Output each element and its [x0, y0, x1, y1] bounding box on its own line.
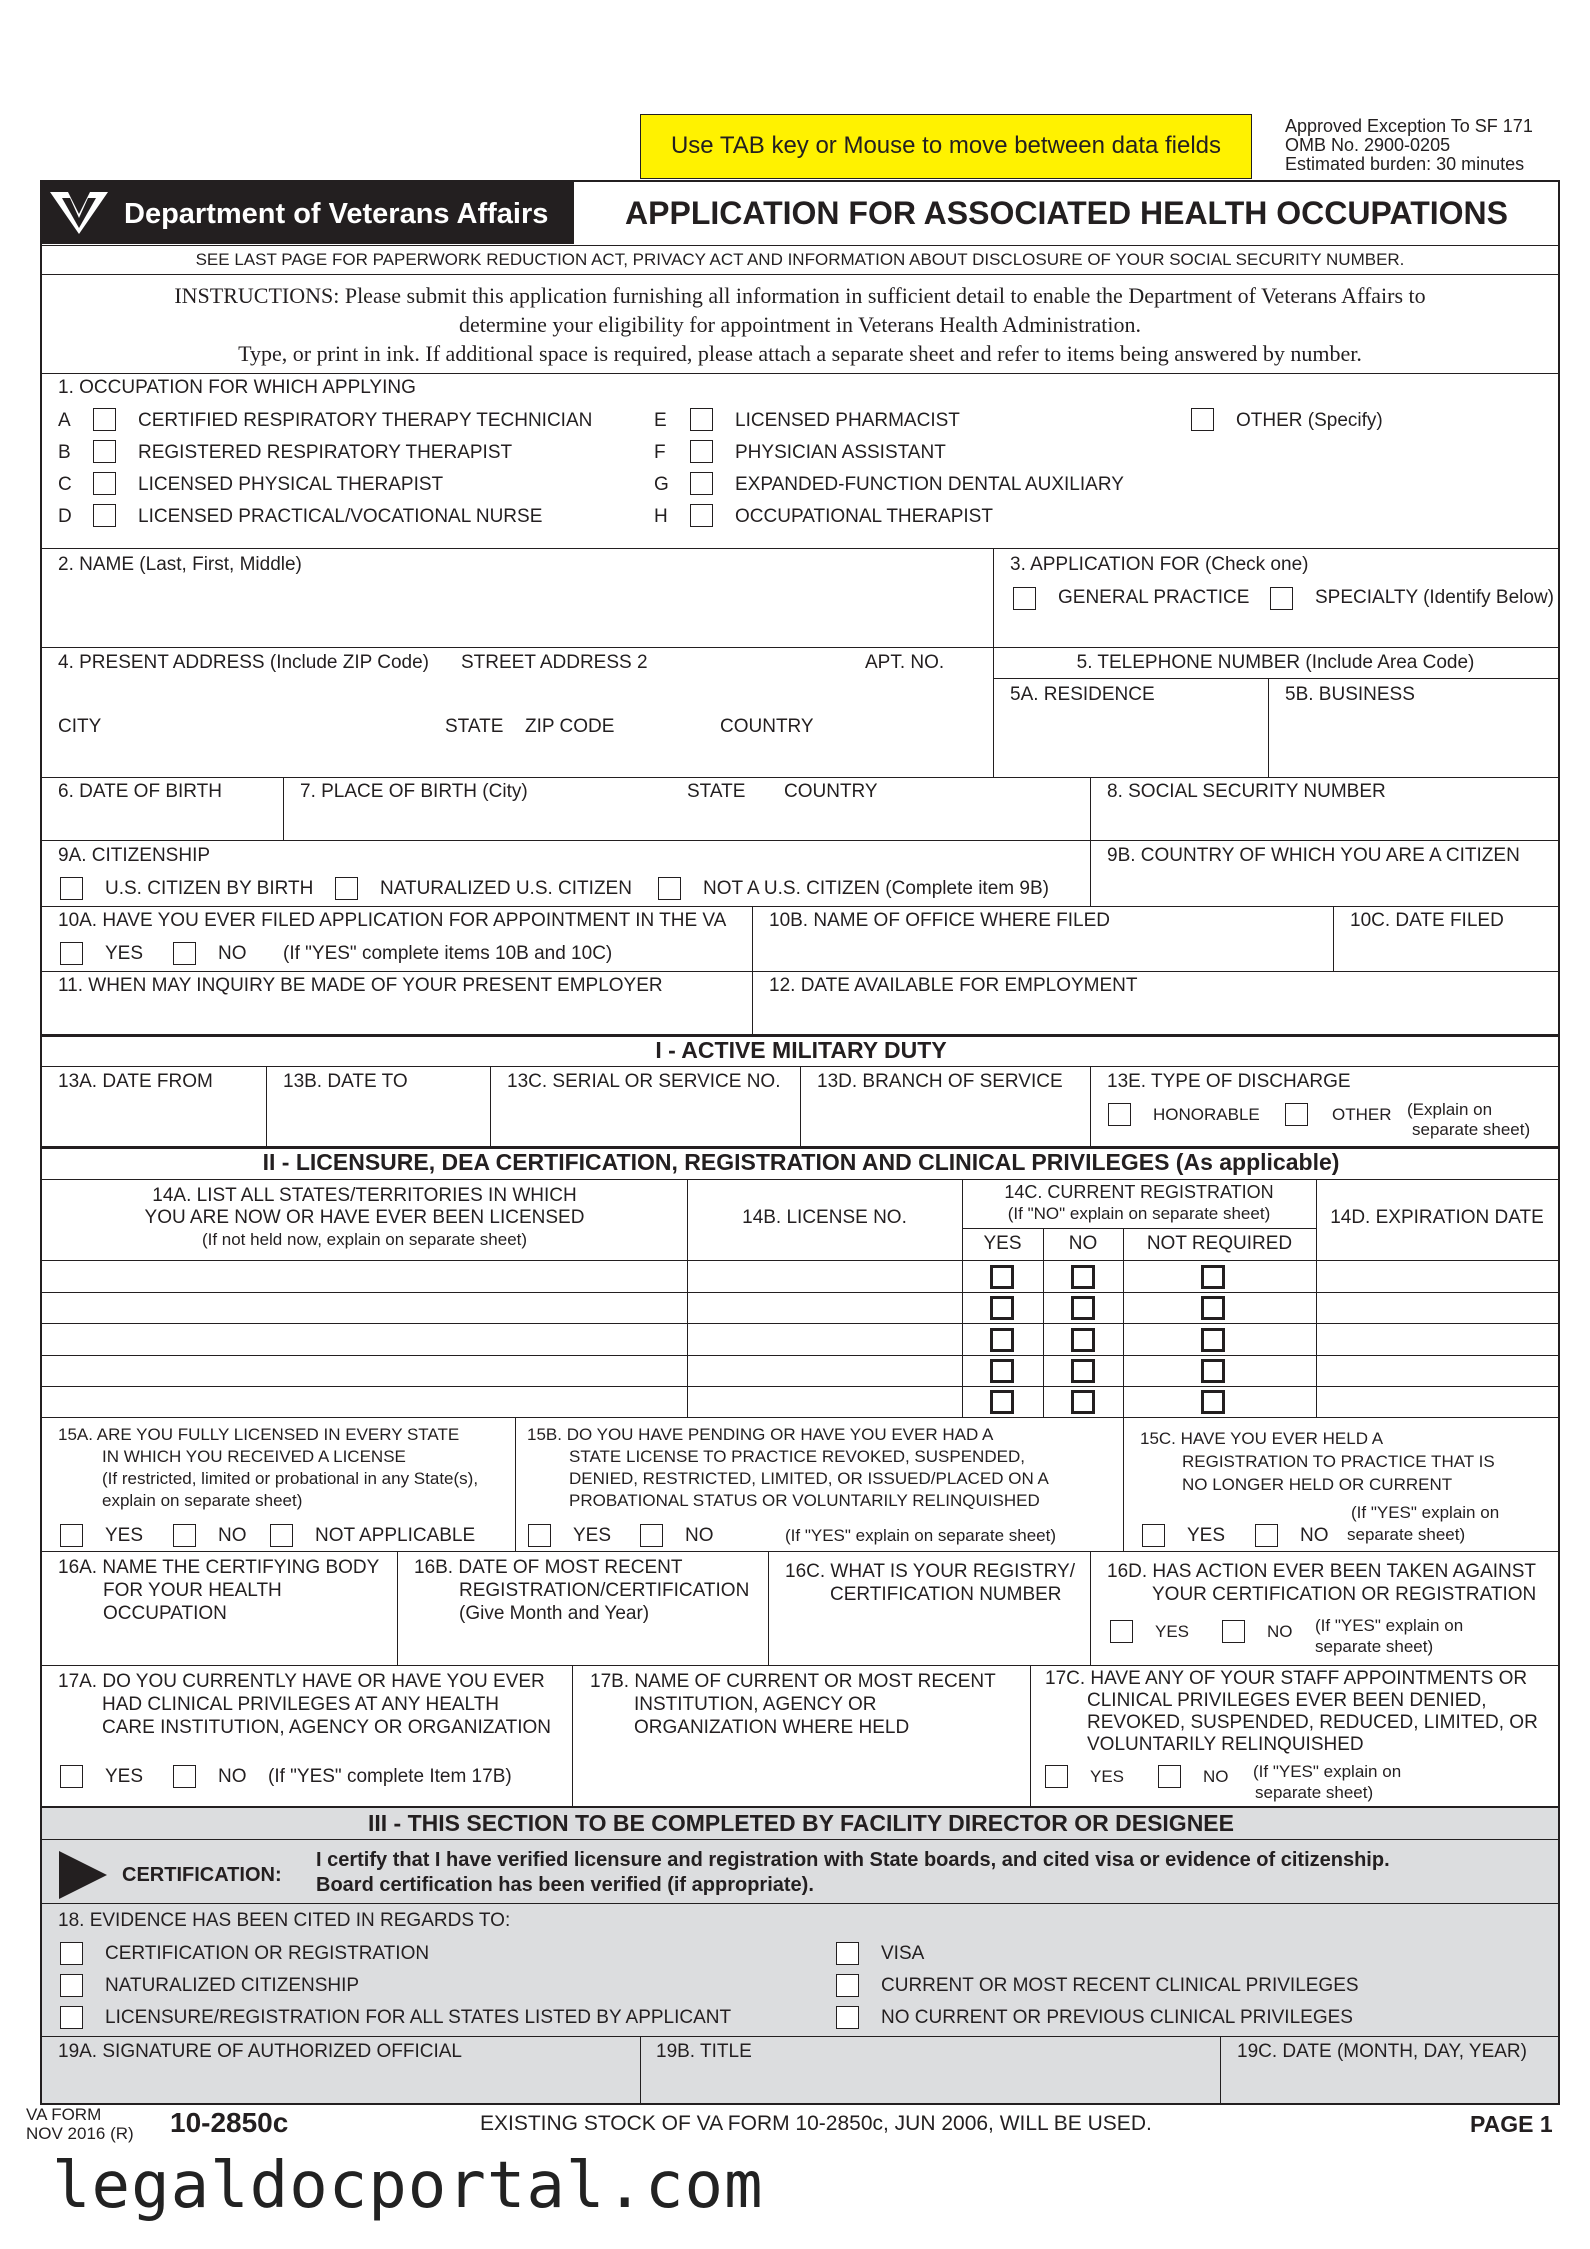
license-row5-notreq-checkbox[interactable] — [1201, 1390, 1225, 1414]
evidence-cert-reg-checkbox[interactable] — [60, 1942, 83, 1965]
occ-other-checkbox[interactable] — [1191, 408, 1214, 431]
q15b-no-label: NO — [685, 1525, 714, 1546]
license-row1-yes-checkbox[interactable] — [990, 1265, 1014, 1289]
evidence-cert-reg-label: CERTIFICATION OR REGISTRATION — [105, 1943, 430, 1964]
q17a-no-checkbox[interactable] — [173, 1765, 196, 1788]
license-row4-yes-checkbox[interactable] — [990, 1359, 1014, 1383]
q13e-label: 13E. TYPE OF DISCHARGE — [1107, 1071, 1351, 1092]
discharge-other-checkbox[interactable] — [1285, 1103, 1308, 1126]
q15c-label: 15C. HAVE YOU EVER HELD A REGISTRATION TO PRACTICE THAT IS NO LONGER HELD OR CURRENT — [1140, 1429, 1495, 1494]
license-row3-no-checkbox[interactable] — [1071, 1328, 1095, 1352]
q14d-label: 14D. EXPIRATION DATE — [1330, 1207, 1544, 1228]
q10b-label: 10B. NAME OF OFFICE WHERE FILED — [769, 910, 1110, 931]
agency-banner — [42, 182, 574, 244]
q12-label: 12. DATE AVAILABLE FOR EMPLOYMENT — [769, 975, 1138, 996]
q10a-label: 10A. HAVE YOU EVER FILED APPLICATION FOR APPOINTMENT IN THE VA — [58, 910, 727, 931]
q19a-label: 19A. SIGNATURE OF AUTHORIZED OFFICIAL — [58, 2041, 462, 2062]
q17c-no-checkbox[interactable] — [1158, 1765, 1181, 1788]
q13a-label: 13A. DATE FROM — [58, 1071, 213, 1092]
q15c-note: (If "YES" explain on separate sheet) — [1347, 1503, 1500, 1544]
license-row3-notreq-checkbox[interactable] — [1201, 1328, 1225, 1352]
occ-b-label: REGISTERED RESPIRATORY THERAPIST — [138, 442, 513, 463]
q17a-yes-checkbox[interactable] — [60, 1765, 83, 1788]
arrow-right-icon — [57, 1849, 109, 1901]
occ-e-checkbox[interactable] — [690, 408, 713, 431]
q15c-yes-label: YES — [1187, 1525, 1226, 1546]
not-citizen-checkbox[interactable] — [658, 877, 681, 900]
q16d-yes-checkbox[interactable] — [1110, 1620, 1133, 1643]
privacy-note: SEE LAST PAGE FOR PAPERWORK REDUCTION ACT, PRIVACY ACT AND INFORMATION ABOUT DISCLOSURE OF YOUR SOCIAL SECURITY NUMBER. — [195, 250, 1405, 269]
q16d-no-label: NO — [1267, 1622, 1293, 1641]
occ-e-label: LICENSED PHARMACIST — [735, 410, 960, 431]
license-row2-yes-checkbox[interactable] — [990, 1296, 1014, 1320]
occ-a-label: CERTIFIED RESPIRATORY THERAPY TECHNICIAN — [138, 410, 593, 431]
q19b-label: 19B. TITLE — [656, 2041, 752, 2062]
va-seal-icon — [48, 188, 110, 238]
general-practice-checkbox[interactable] — [1013, 587, 1036, 610]
form-title: APPLICATION FOR ASSOCIATED HEALTH OCCUPATIONS — [625, 195, 1508, 231]
existing-stock-note: EXISTING STOCK OF VA FORM 10-2850c, JUN 2006, WILL BE USED. — [480, 2112, 1152, 2135]
q17a-yes-label: YES — [105, 1766, 144, 1787]
city-label: CITY — [58, 716, 102, 737]
discharge-other-label: OTHER — [1332, 1105, 1392, 1124]
q14c-yes-header: YES — [983, 1233, 1022, 1254]
citizen-birth-checkbox[interactable] — [60, 877, 83, 900]
q10c-label: 10C. DATE FILED — [1350, 910, 1504, 931]
zip-label: ZIP CODE — [525, 716, 615, 737]
occ-f-checkbox[interactable] — [690, 440, 713, 463]
q15c-yes-checkbox[interactable] — [1142, 1524, 1165, 1547]
q13c-label: 13C. SERIAL OR SERVICE NO. — [507, 1071, 781, 1092]
q15a-label: 15A. ARE YOU FULLY LICENSED IN EVERY STATE IN WHICH YOU RECEIVED A LICENSE (If restricted, limited or probational in any State(s), explain on separate sheet) — [58, 1425, 479, 1510]
evidence-visa-checkbox[interactable] — [836, 1942, 859, 1965]
q9a-label: 9A. CITIZENSHIP — [58, 845, 211, 866]
q17a-label: 17A. DO YOU CURRENTLY HAVE OR HAVE YOU EVER HAD CLINICAL PRIVILEGES AT ANY HEALTH CARE INSTITUTION, AGENCY OR ORGANIZATION — [58, 1671, 552, 1738]
agency-name: Department of Veterans Affairs — [124, 198, 549, 230]
q15a-yes-label: YES — [105, 1525, 144, 1546]
q14c-no-header: NO — [1068, 1233, 1098, 1254]
q16d-yes-label: YES — [1155, 1622, 1190, 1641]
q17a-no-label: NO — [218, 1766, 247, 1787]
omb-info: Approved Exception To SF 171 OMB No. 2900-0205 Estimated burden: 30 minutes — [1285, 116, 1533, 174]
evidence-naturalized-checkbox[interactable] — [60, 1974, 83, 1997]
occ-g-label: EXPANDED-FUNCTION DENTAL AUXILIARY — [735, 474, 1124, 495]
license-row3-yes-checkbox[interactable] — [990, 1328, 1014, 1352]
license-row5-no-checkbox[interactable] — [1071, 1390, 1095, 1414]
q10-yes-checkbox[interactable] — [60, 942, 83, 965]
certification-label: CERTIFICATION: — [122, 1864, 282, 1886]
evidence-naturalized-label: NATURALIZED CITIZENSHIP — [105, 1975, 360, 1996]
q15b-yes-label: YES — [573, 1525, 612, 1546]
q16d-label: 16D. HAS ACTION EVER BEEN TAKEN AGAINST YOUR CERTIFICATION OR REGISTRATION — [1107, 1561, 1537, 1605]
q17c-yes-label: YES — [1090, 1767, 1125, 1786]
q8-ssn-label: 8. SOCIAL SECURITY NUMBER — [1107, 781, 1386, 802]
q15b-no-checkbox[interactable] — [640, 1524, 663, 1547]
naturalized-label: NATURALIZED U.S. CITIZEN — [380, 878, 632, 899]
q14a-label: 14A. LIST ALL STATES/TERRITORIES IN WHICH YOU ARE NOW OR HAVE EVER BEEN LICENSED (If not held now, explain on separate sheet) — [144, 1185, 585, 1249]
section-2-heading: II - LICENSURE, DEA CERTIFICATION, REGISTRATION AND CLINICAL PRIVILEGES (As applicable) — [262, 1149, 1340, 1175]
evidence-current-privileges-checkbox[interactable] — [836, 1974, 859, 1997]
q16b-label: 16B. DATE OF MOST RECENT REGISTRATION/CERTIFICATION (Give Month and Year) — [414, 1557, 750, 1624]
page-number: PAGE 1 — [1470, 2111, 1553, 2137]
q10-note: (If "YES" complete items 10B and 10C) — [283, 943, 613, 964]
discharge-explain-note: (Explain on separate sheet) — [1407, 1100, 1531, 1139]
occ-h-checkbox[interactable] — [690, 504, 713, 527]
q16c-label: 16C. WHAT IS YOUR REGISTRY/ CERTIFICATION NUMBER — [785, 1561, 1075, 1605]
q4-address-label: 4. PRESENT ADDRESS (Include ZIP Code) — [58, 652, 430, 673]
va-form-label: VA FORM NOV 2016 (R) — [26, 2105, 134, 2143]
q10-no-label: NO — [218, 943, 247, 964]
instructions: INSTRUCTIONS: Please submit this application furnishing all information in sufficient detail to enable the Department of Veterans Affairs to determine your eligibility for appointment in Veterans Health Administration. Type, or print in ink. If additional space is required, please attach a separate sheet and refer to items being answered by number. — [174, 283, 1426, 366]
evidence-licensure-label: LICENSURE/REGISTRATION FOR ALL STATES LISTED BY APPLICANT — [105, 2007, 732, 2028]
general-practice-label: GENERAL PRACTICE — [1058, 587, 1250, 608]
q15b-yes-checkbox[interactable] — [528, 1524, 551, 1547]
q16d-note: (If "YES" explain on separate sheet) — [1315, 1616, 1464, 1656]
q16d-no-checkbox[interactable] — [1222, 1620, 1245, 1643]
q6-dob-label: 6. DATE OF BIRTH — [58, 781, 222, 802]
occ-d-checkbox[interactable] — [93, 504, 116, 527]
watermark-text: legaldocportal.com — [52, 2149, 764, 2223]
q15a-no-label: NO — [218, 1525, 247, 1546]
license-row1-notreq-checkbox[interactable] — [1201, 1265, 1225, 1289]
q13d-label: 13D. BRANCH OF SERVICE — [817, 1071, 1063, 1092]
q15a-na-checkbox[interactable] — [270, 1524, 293, 1547]
q3-label: 3. APPLICATION FOR (Check one) — [1010, 554, 1309, 575]
q9b-label: 9B. COUNTRY OF WHICH YOU ARE A CITIZEN — [1107, 845, 1520, 866]
q18-label: 18. EVIDENCE HAS BEEN CITED IN REGARDS TO: — [58, 1910, 511, 1931]
q7-pob-label: 7. PLACE OF BIRTH (City) — [300, 781, 528, 802]
q19c-label: 19C. DATE (MONTH, DAY, YEAR) — [1237, 2041, 1527, 2062]
license-row5-yes-checkbox[interactable] — [990, 1390, 1014, 1414]
q16a-label: 16A. NAME THE CERTIFYING BODY FOR YOUR HEALTH OCCUPATION — [58, 1557, 380, 1624]
q2-name-label: 2. NAME (Last, First, Middle) — [58, 554, 302, 575]
evidence-no-privileges-checkbox[interactable] — [836, 2006, 859, 2029]
license-row1-no-checkbox[interactable] — [1071, 1265, 1095, 1289]
residence-label: 5A. RESIDENCE — [1010, 684, 1155, 705]
pob-state-label: STATE — [687, 781, 746, 802]
occ-d-label: LICENSED PRACTICAL/VOCATIONAL NURSE — [138, 506, 543, 527]
q14c-label: 14C. CURRENT REGISTRATION (If "NO" explain on separate sheet) — [1004, 1182, 1274, 1223]
license-row2-notreq-checkbox[interactable] — [1201, 1296, 1225, 1320]
not-citizen-label: NOT A U.S. CITIZEN (Complete item 9B) — [703, 878, 1049, 899]
license-row4-notreq-checkbox[interactable] — [1201, 1359, 1225, 1383]
apt-label: APT. NO. — [865, 652, 945, 673]
state-label: STATE — [445, 716, 504, 737]
specialty-checkbox[interactable] — [1270, 587, 1293, 610]
occ-h-label: OCCUPATIONAL THERAPIST — [735, 506, 993, 527]
country-label: COUNTRY — [720, 716, 814, 737]
occ-g-checkbox[interactable] — [690, 472, 713, 495]
occ-other-label: OTHER (Specify) — [1236, 410, 1383, 431]
q14b-label: 14B. LICENSE NO. — [742, 1207, 907, 1228]
occ-c-checkbox[interactable] — [93, 472, 116, 495]
q1-label: 1. OCCUPATION FOR WHICH APPLYING — [58, 377, 416, 398]
q15a-yes-checkbox[interactable] — [60, 1524, 83, 1547]
honorable-label: HONORABLE — [1153, 1105, 1260, 1124]
q5-telephone-label: 5. TELEPHONE NUMBER (Include Area Code) — [1076, 652, 1475, 673]
q17c-label: 17C. HAVE ANY OF YOUR STAFF APPOINTMENTS OR CLINICAL PRIVILEGES EVER BEEN DENIED, REVOKED, SUSPENDED, REDUCED, LIMITED, OR VOLUNTARILY RELINQUISHED — [1045, 1668, 1538, 1755]
q15b-note: (If "YES" explain on separate sheet) — [785, 1526, 1056, 1545]
q10-no-checkbox[interactable] — [173, 942, 196, 965]
form-number: 10-2850c — [170, 2107, 289, 2138]
tab-notice: Use TAB key or Mouse to move between data fields — [640, 114, 1252, 179]
evidence-no-privileges-label: NO CURRENT OR PREVIOUS CLINICAL PRIVILEGES — [881, 2007, 1353, 2028]
street2-label: STREET ADDRESS 2 — [461, 652, 648, 673]
q11-label: 11. WHEN MAY INQUIRY BE MADE OF YOUR PRESENT EMPLOYER — [58, 975, 663, 996]
business-label: 5B. BUSINESS — [1285, 684, 1415, 705]
license-row2-no-checkbox[interactable] — [1071, 1296, 1095, 1320]
q15a-na-label: NOT APPLICABLE — [315, 1525, 476, 1546]
section-1-heading: I - ACTIVE MILITARY DUTY — [655, 1037, 947, 1063]
occ-f-label: PHYSICIAN ASSISTANT — [735, 442, 946, 463]
q17a-note: (If "YES" complete Item 17B) — [268, 1766, 512, 1787]
occ-b-checkbox[interactable] — [93, 440, 116, 463]
q17c-no-label: NO — [1203, 1767, 1229, 1786]
section-3-heading: III - THIS SECTION TO BE COMPLETED BY FACILITY DIRECTOR OR DESIGNEE — [367, 1810, 1234, 1836]
q15c-no-checkbox[interactable] — [1255, 1524, 1278, 1547]
license-row4-no-checkbox[interactable] — [1071, 1359, 1095, 1383]
q17b-label: 17B. NAME OF CURRENT OR MOST RECENT INSTITUTION, AGENCY OR ORGANIZATION WHERE HELD — [590, 1671, 996, 1738]
evidence-licensure-checkbox[interactable] — [60, 2006, 83, 2029]
evidence-visa-label: VISA — [881, 1943, 925, 1964]
citizen-birth-label: U.S. CITIZEN BY BIRTH — [105, 878, 314, 899]
q15b-label: 15B. DO YOU HAVE PENDING OR HAVE YOU EVER HAD A STATE LICENSE TO PRACTICE REVOKED, SUSPENDED, DENIED, RESTRICTED, LIMITED, OR ISSUED/PLACED ON A PROBATIONAL STATUS OR VOLUNTARILY RELINQUISHED — [527, 1425, 1049, 1510]
specialty-label: SPECIALTY (Identify Below) — [1315, 587, 1555, 608]
q14c-not-required-header: NOT REQUIRED — [1146, 1233, 1293, 1254]
occ-a-checkbox[interactable] — [93, 408, 116, 431]
q17c-yes-checkbox[interactable] — [1045, 1765, 1068, 1788]
evidence-current-privileges-label: CURRENT OR MOST RECENT CLINICAL PRIVILEGES — [881, 1975, 1359, 1996]
pob-country-label: COUNTRY — [784, 781, 878, 802]
q15c-no-label: NO — [1300, 1525, 1329, 1546]
q17c-note: (If "YES" explain on separate sheet) — [1253, 1762, 1402, 1802]
certification-text: I certify that I have verified licensure and registration with State boards, and cited visa or evidence of citizenship. Board certification has been verified (if appropriate). — [316, 1849, 1390, 1896]
naturalized-checkbox[interactable] — [335, 877, 358, 900]
honorable-checkbox[interactable] — [1108, 1103, 1131, 1126]
q10-yes-label: YES — [105, 943, 144, 964]
q15a-no-checkbox[interactable] — [173, 1524, 196, 1547]
q13b-label: 13B. DATE TO — [283, 1071, 408, 1092]
occ-c-label: LICENSED PHYSICAL THERAPIST — [138, 474, 444, 495]
